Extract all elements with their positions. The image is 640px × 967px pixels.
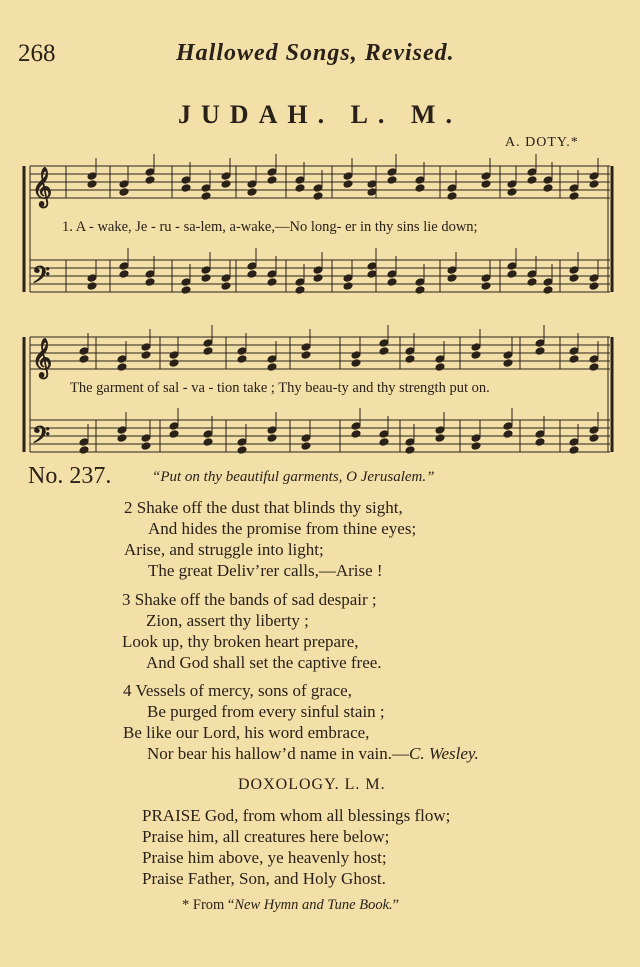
note-head (247, 262, 257, 271)
note-head (301, 351, 311, 360)
note-head (379, 438, 389, 447)
note-head (543, 176, 553, 185)
footnote-star: * From “ (182, 897, 235, 913)
note-head (367, 262, 377, 271)
note-head (237, 446, 247, 455)
note-head (201, 274, 211, 283)
note-head (569, 274, 579, 283)
doxology-line: Praise him above, ye heavenly host; (142, 848, 387, 867)
note-head (267, 176, 277, 185)
note-head (481, 172, 491, 181)
note-head (181, 278, 191, 287)
note-head (367, 188, 377, 197)
note-head (507, 262, 517, 271)
note-head (351, 359, 361, 368)
note-head (181, 184, 191, 193)
note-head (535, 347, 545, 356)
note-head (351, 422, 361, 431)
note-head (543, 278, 553, 287)
note-head (267, 434, 277, 443)
note-head (313, 184, 323, 193)
note-head (117, 363, 127, 372)
note-head (247, 180, 257, 189)
note-head (169, 359, 179, 368)
note-head (387, 278, 397, 287)
note-head (267, 363, 277, 372)
note-head (471, 442, 481, 451)
note-head (527, 168, 537, 177)
footnote-close: ” (392, 897, 400, 913)
note-head (145, 168, 155, 177)
note-head (503, 422, 513, 431)
note-head (169, 430, 179, 439)
footnote-source: New Hymn and Tune Book. (234, 897, 393, 913)
note-head (543, 286, 553, 295)
note-head (221, 282, 231, 291)
note-head (267, 168, 277, 177)
note-head (435, 426, 445, 435)
note-head (569, 347, 579, 356)
note-head (481, 282, 491, 291)
note-head (471, 343, 481, 352)
note-head (203, 339, 213, 348)
note-head (267, 426, 277, 435)
note-head (379, 430, 389, 439)
note-head (201, 266, 211, 275)
note-head (267, 278, 277, 287)
verse-2 (124, 497, 416, 581)
note-head (301, 343, 311, 352)
doxology-line: Praise Father, Son, and Holy Ghost. (142, 869, 386, 888)
note-head (295, 278, 305, 287)
note-head (447, 274, 457, 283)
doxology-line: Praise him, all creatures here below; (142, 827, 390, 846)
note-head (79, 438, 89, 447)
note-head (247, 188, 257, 197)
note-head (569, 184, 579, 193)
note-head (247, 270, 257, 279)
note-head (543, 184, 553, 193)
note-head (507, 188, 517, 197)
note-head (313, 192, 323, 201)
note-head (201, 192, 211, 201)
treble-clef-icon: 𝄞 (32, 167, 53, 207)
note-head (343, 282, 353, 291)
note-head (169, 351, 179, 360)
note-head (435, 434, 445, 443)
note-head (203, 438, 213, 447)
note-head (141, 351, 151, 360)
note-head (87, 274, 97, 283)
note-head (405, 347, 415, 356)
note-head (379, 347, 389, 356)
note-head (267, 270, 277, 279)
note-head (405, 446, 415, 455)
treble-clef-icon: 𝄞 (32, 338, 53, 378)
doxology-text (142, 805, 450, 889)
verse-line-text: Nor bear his hallow’d name in vain.— (147, 744, 410, 763)
note-head (503, 430, 513, 439)
note-head (343, 180, 353, 189)
note-head (145, 176, 155, 185)
note-head (387, 176, 397, 185)
note-head (535, 430, 545, 439)
note-head (527, 278, 537, 287)
page-number: 268 (18, 40, 56, 67)
verse-3 (122, 589, 382, 673)
note-head (387, 168, 397, 177)
note-head (447, 192, 457, 201)
note-head (203, 430, 213, 439)
note-head (569, 355, 579, 364)
note-head (313, 274, 323, 283)
note-head (569, 438, 579, 447)
note-head (405, 438, 415, 447)
verse-line: 2 Shake off the dust that blinds thy sight, (124, 498, 403, 517)
note-head (295, 176, 305, 185)
note-head (435, 363, 445, 372)
note-head (481, 180, 491, 189)
note-head (589, 355, 599, 364)
note-head (181, 176, 191, 185)
note-head (569, 266, 579, 275)
note-head (589, 426, 599, 435)
note-head (87, 180, 97, 189)
note-head (503, 359, 513, 368)
note-head (481, 274, 491, 283)
note-head (589, 282, 599, 291)
verse-line: Be like our Lord, his word embrace, (123, 723, 370, 742)
lyric-line-2: The garment of sal - va - tion take ; Thy beau-ty and thy strength put on. (70, 380, 490, 396)
tune-title: JUDAH. L. M. (178, 100, 462, 129)
note-head (589, 363, 599, 372)
note-head (87, 172, 97, 181)
note-head (119, 180, 129, 189)
note-head (569, 192, 579, 201)
note-head (237, 355, 247, 364)
note-head (117, 355, 127, 364)
note-head (141, 442, 151, 451)
verse-line: 3 Shake off the bands of sad despair ; (122, 590, 377, 609)
verse-line: Arise, and struggle into light; (124, 540, 324, 559)
note-head (295, 184, 305, 193)
note-head (237, 347, 247, 356)
note-head (367, 270, 377, 279)
note-head (119, 188, 129, 197)
note-head (471, 434, 481, 443)
note-head (535, 438, 545, 447)
note-head (313, 266, 323, 275)
verse-line: The great Deliv’rer calls,—Arise ! (148, 561, 383, 580)
note-head (351, 430, 361, 439)
note-head (415, 278, 425, 287)
bass-clef-icon: 𝄢 (32, 421, 51, 454)
note-head (119, 270, 129, 279)
note-head (79, 446, 89, 455)
note-head (301, 442, 311, 451)
lyric-line-1: 1. A - wake, Je - ru - sa-lem, a-wake,—No long- er in thy sins lie down; (62, 219, 478, 235)
note-head (351, 351, 361, 360)
note-head (145, 270, 155, 279)
composer-credit: A. DOTY.* (505, 135, 579, 150)
note-head (503, 351, 513, 360)
note-head (221, 274, 231, 283)
note-head (535, 339, 545, 348)
note-head (343, 274, 353, 283)
verse-line: Look up, thy broken heart prepare, (122, 632, 359, 651)
note-head (141, 434, 151, 443)
note-head (415, 184, 425, 193)
note-head (301, 434, 311, 443)
note-head (181, 286, 191, 295)
verse-line: 4 Vessels of mercy, sons of grace, (123, 681, 352, 700)
note-head (527, 270, 537, 279)
note-head (141, 343, 151, 352)
doxology-line: PRAISE God, from whom all blessings flow; (142, 806, 451, 825)
note-head (379, 339, 389, 348)
note-head (527, 176, 537, 185)
note-head (447, 266, 457, 275)
note-head (507, 270, 517, 279)
running-title: Hallowed Songs, Revised. (176, 40, 455, 66)
bass-clef-icon: 𝄢 (32, 261, 51, 294)
footnote (182, 897, 399, 914)
note-head (117, 426, 127, 435)
note-head (295, 286, 305, 295)
note-head (237, 438, 247, 447)
note-head (447, 184, 457, 193)
note-head (507, 180, 517, 189)
author-attribution: C. Wesley. (409, 744, 479, 763)
note-head (117, 434, 127, 443)
note-head (145, 278, 155, 287)
doxology-title: DOXOLOGY. L. M. (238, 776, 386, 793)
note-head (415, 176, 425, 185)
note-head (79, 355, 89, 364)
verse-line: And hides the promise from thine eyes; (148, 519, 417, 538)
verse-line: Zion, assert thy liberty ; (146, 611, 309, 630)
note-head (589, 434, 599, 443)
verse-line: And God shall set the captive free. (146, 653, 382, 672)
note-head (569, 446, 579, 455)
note-head (79, 347, 89, 356)
verse-line: Be purged from every sinful stain ; (147, 702, 385, 721)
note-head (435, 355, 445, 364)
note-head (221, 172, 231, 181)
note-head (589, 180, 599, 189)
verse-4 (123, 680, 479, 764)
note-head (201, 184, 211, 193)
note-head (267, 355, 277, 364)
note-head (471, 351, 481, 360)
note-head (415, 286, 425, 295)
note-head (87, 282, 97, 291)
note-head (589, 172, 599, 181)
note-head (367, 180, 377, 189)
note-head (589, 274, 599, 283)
verse-line (123, 743, 479, 764)
epigraph: “Put on thy beautiful garments, O Jerusalem.” (152, 469, 435, 485)
note-head (343, 172, 353, 181)
note-head (405, 355, 415, 364)
note-head (387, 270, 397, 279)
note-head (119, 262, 129, 271)
note-head (203, 347, 213, 356)
hymn-number: No. 237. (28, 463, 112, 489)
note-head (169, 422, 179, 431)
note-head (221, 180, 231, 189)
